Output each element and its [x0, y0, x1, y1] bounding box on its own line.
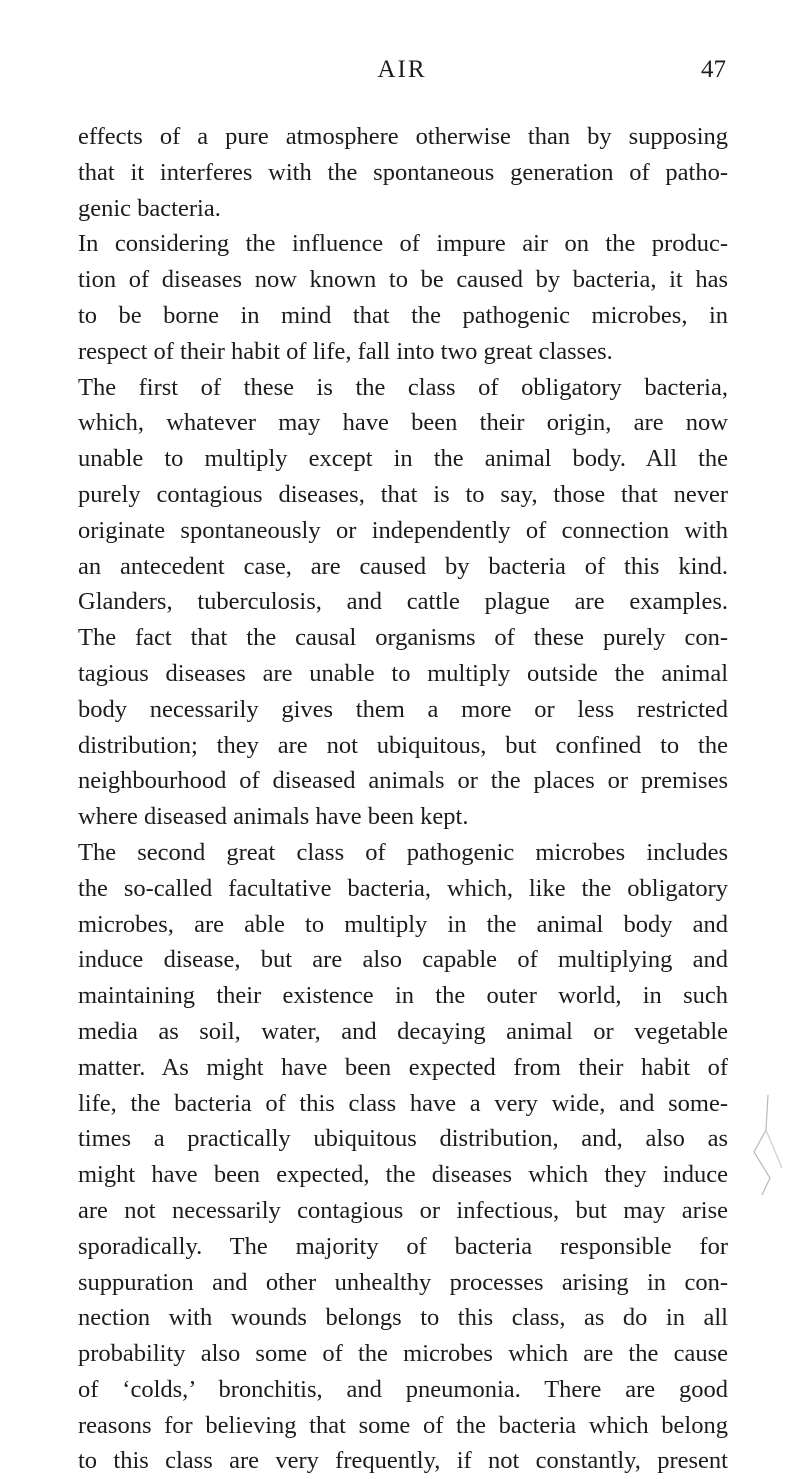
text-line: body necessarily gives them a more or less restricted	[78, 695, 728, 723]
text-line: life, the bacteria of this class have a very wide, and some-	[78, 1089, 728, 1117]
text-line: to be borne in mind that the pathogenic microbes, in	[78, 301, 728, 329]
text-line: The second great class of pathogenic microbes includes	[78, 838, 728, 866]
text-line: suppuration and other unhealthy processes arising in con-	[78, 1268, 728, 1296]
text-line: tagious diseases are unable to multiply outside the animal	[78, 659, 728, 687]
text-line: might have been expected, the diseases which they induce	[78, 1161, 728, 1189]
text-line: probability also some of the microbes which are the cause	[78, 1340, 728, 1368]
text-line: matter. As might have been expected from their habit of	[78, 1053, 728, 1081]
text-line: purely contagious diseases, that is to say, those that never	[78, 480, 728, 508]
text-line: unable to multiply except in the animal body. All the	[78, 445, 728, 473]
text-line: effects of a pure atmosphere otherwise than by supposing	[78, 123, 728, 150]
body-text	[78, 119, 728, 1479]
text-line: where diseased animals have been kept.	[78, 803, 469, 831]
text-line: to this class are very frequently, if not constantly, present	[78, 1447, 728, 1475]
text-line: The fact that the causal organisms of these purely con-	[78, 624, 728, 652]
text-line: The first of these is the class of obligatory bacteria,	[78, 373, 728, 401]
text-line: are not necessarily contagious or infectious, but may arise	[78, 1196, 728, 1224]
text-line: media as soil, water, and decaying animal or vegetable	[78, 1017, 728, 1045]
text-line: an antecedent case, are caused by bacteria of this kind.	[78, 552, 728, 580]
pencil-margin-mark	[748, 1090, 788, 1200]
text-line: induce disease, but are also capable of multiplying and	[78, 946, 728, 974]
text-line: maintaining their existence in the outer world, in such	[78, 982, 728, 1010]
running-head	[78, 56, 726, 96]
text-line: In considering the influence of impure air on the produc-	[78, 230, 728, 258]
text-line: Glanders, tuberculosis, and cattle plague are examples.	[78, 588, 728, 616]
text-line: times a practically ubiquitous distribution, and, also as	[78, 1125, 728, 1153]
text-line: neighbourhood of diseased animals or the places or premises	[78, 767, 728, 795]
text-line: respect of their habit of life, fall into two great classes.	[78, 337, 613, 365]
running-title: AIR	[377, 56, 427, 83]
text-line: genic bacteria.	[78, 194, 221, 222]
text-line: originate spontaneously or independently of connection with	[78, 516, 728, 544]
text-line: of ‘colds,’ bronchitis, and pneumonia. There are good	[78, 1375, 728, 1403]
text-line: nection with wounds belongs to this class, as do in all	[78, 1304, 728, 1332]
text-line: microbes, are able to multiply in the animal body and	[78, 910, 728, 938]
page-number: 47	[701, 56, 726, 83]
text-line: tion of diseases now known to be caused by bacteria, it has	[78, 266, 728, 294]
text-line: reasons for believing that some of the bacteria which belong	[78, 1411, 728, 1439]
text-line: distribution; they are not ubiquitous, but confined to the	[78, 731, 728, 759]
text-line: that it interferes with the spontaneous generation of patho-	[78, 158, 728, 186]
text-line: the so-called facultative bacteria, which, like the obligatory	[78, 874, 728, 902]
text-line: sporadically. The majority of bacteria responsible for	[78, 1232, 728, 1260]
text-line: which, whatever may have been their origin, are now	[78, 409, 728, 437]
